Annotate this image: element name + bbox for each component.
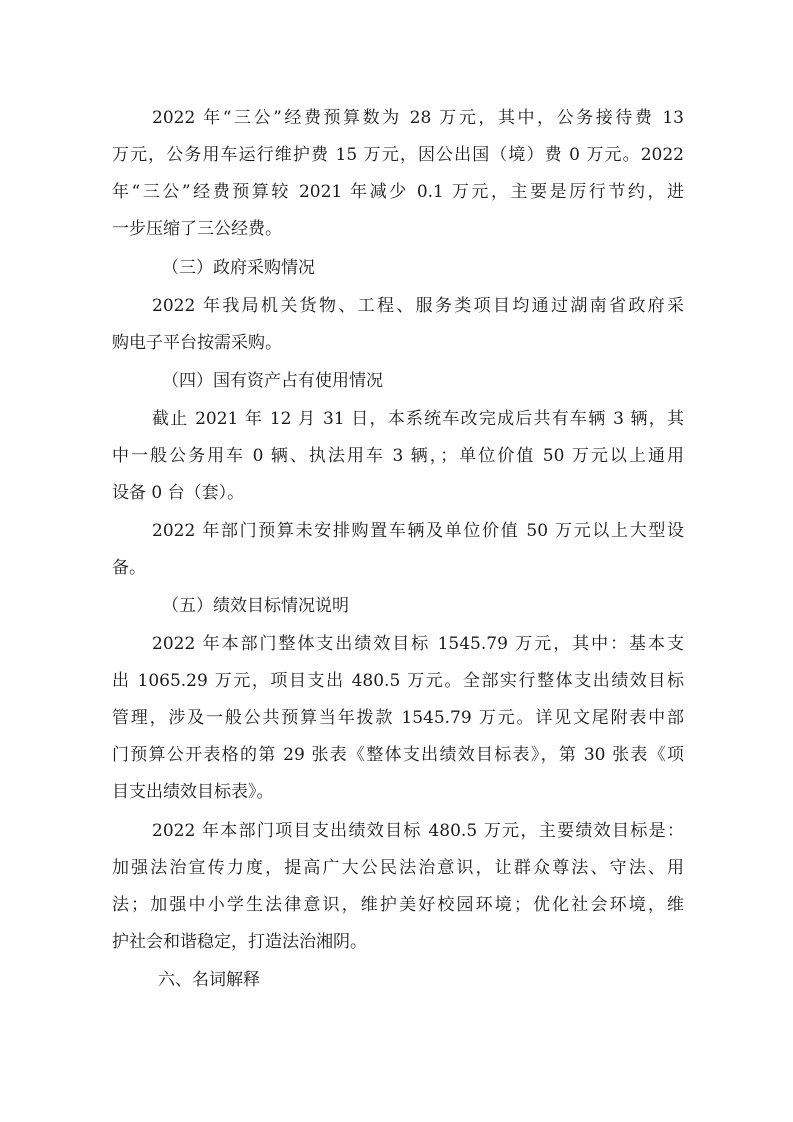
project-goals-line-4: 护社会和谐稳定，打造法治湘阴。	[112, 932, 367, 952]
performance-line-1: 2022 年本部门整体支出绩效目标 1545.79 万元，其中：基本支	[152, 634, 684, 654]
performance-line-4: 门预算公开表格的第 29 张表《整体支出绩效目标表》，第 30 张表《项	[112, 745, 684, 765]
heading-assets: （四）国有资产占有使用情况	[162, 371, 383, 391]
vehicles-line-2: 备。	[112, 558, 146, 578]
heading-procurement: （三）政府采购情况	[162, 258, 315, 278]
performance-line-2: 出 1065.29 万元，项目支出 480.5 万元。全部实行整体支出绩效目标	[112, 671, 684, 691]
sangong-line-3: 年“三公”经费预算较 2021 年减少 0.1 万元，主要是厉行节约，进	[112, 182, 684, 202]
assets-line-2: 中一般公务用车 0 辆、执法用车 3 辆，；单位价值 50 万元以上通用	[112, 446, 684, 466]
sangong-line-2: 万元，公务用车运行维护费 15 万元，因公出国（境）费 0 万元。2022	[112, 145, 684, 165]
project-goals-line-2: 加强法治宣传力度，提高广大公民法治意识，让群众尊法、守法、用	[112, 858, 684, 878]
sangong-line-4: 一步压缩了三公经费。	[112, 219, 282, 239]
project-goals-line-1: 2022 年本部门项目支出绩效目标 480.5 万元，主要绩效目标是：	[152, 821, 684, 841]
assets-line-1: 截止 2021 年 12 月 31 日，本系统车改完成后共有车辆 3 辆，其	[152, 409, 684, 429]
heading-glossary: 六、名词解释	[158, 970, 260, 990]
performance-line-5: 目支出绩效目标表》。	[112, 782, 274, 802]
procurement-line-1: 2022 年我局机关货物、工程、服务类项目均通过湖南省政府采	[152, 296, 684, 316]
assets-line-3: 设备 0 台（套）。	[112, 483, 245, 503]
sangong-line-1: 2022 年“三公”经费预算数为 28 万元，其中，公务接待费 13	[152, 108, 684, 128]
performance-line-3: 管理，涉及一般公共预算当年拨款 1545.79 万元。详见文尾附表中部	[112, 708, 684, 728]
vehicles-line-1: 2022 年部门预算未安排购置车辆及单位价值 50 万元以上大型设	[152, 521, 684, 541]
project-goals-line-3: 法；加强中小学生法律意识，维护美好校园环境；优化社会环境，维	[112, 895, 684, 915]
procurement-line-2: 购电子平台按需采购。	[112, 333, 282, 353]
heading-performance: （五）绩效目标情况说明	[162, 596, 349, 616]
